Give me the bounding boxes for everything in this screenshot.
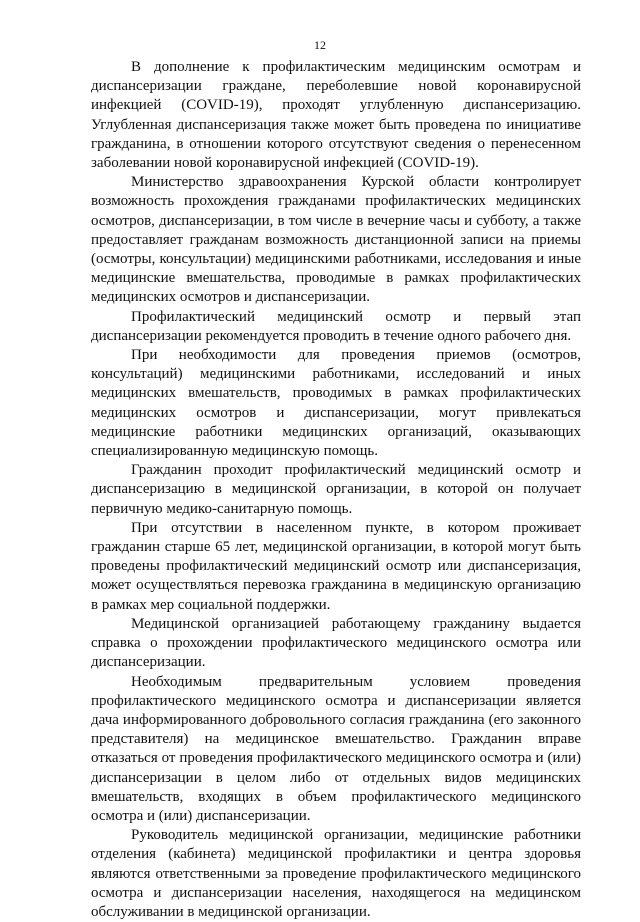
page-number: 12: [314, 38, 326, 52]
paragraph-5: Гражданин проходит профилактический медицинский осмотр и диспансеризацию в медицинской организации, в которой он получает первичную медико-санитарную помощь.: [91, 462, 581, 517]
paragraph-8: Необходимым предварительным условием проведения профилактического медицинского осмотра и диспансеризации является дача информированного добровольного согласия гражданина (его законного представителя) на медицинское вмешательство. Гражданин вправе отказаться от проведения профилактического медицинского осмотра и (или) диспансеризации в целом либо от отдельных видов медицинских вмешательств, входящих в объем профилактического медицинского осмотра и (или) диспансеризации.: [91, 673, 581, 824]
document-body: [91, 58, 581, 922]
paragraph-1: В дополнение к профилактическим медицинским осмотрам и диспансеризации граждане, переболевшие новой коронавирусной инфекцией (COVID-19), проходят углубленную диспансеризацию. Углубленная диспансеризация также может быть проведена по инициативе гражданина, в отношении которого отсутствуют сведения о перенесенном заболевании новой коронавирусной инфекцией (COVID-19).: [91, 59, 581, 172]
paragraph-3: Профилактический медицинский осмотр и первый этап диспансеризации рекомендуется проводить в течение одного рабочего дня.: [91, 308, 581, 344]
paragraph-4: При необходимости для проведения приемов (осмотров, консультаций) медицинскими работниками, исследований и иных медицинских вмешательств, проводимых в рамках профилактических медицинских осмотров и диспансеризации, могут привлекаться медицинские работники медицинских организаций, оказывающих специализированную медицинскую помощь.: [91, 347, 581, 460]
paragraph-9: Руководитель медицинской организации, медицинские работники отделения (кабинета) медицинской профилактики и центра здоровья являются ответственными за проведение профилактического медицинского осмотра и диспансеризации населения, находящегося на медицинском обслуживании в медицинской организации.: [91, 827, 581, 920]
paragraph-6: При отсутствии в населенном пункте, в котором проживает гражданин старше 65 лет, медицинской организации, в которой могут быть проведены профилактический медицинский осмотр или диспансеризация, может осуществляться перевозка гражданина в медицинскую организацию в рамках мер социальной поддержки.: [91, 519, 581, 613]
paragraph-2: Министерство здравоохранения Курской области контролирует возможность прохождения гражданами профилактических медицинских осмотров, диспансеризации, в том числе в вечерние часы и субботу, а также предоставляет гражданам возможность дистанционной записи на приемы (осмотры, консультации) медицинскими работниками, исследования и иные медицинские вмешательства, проводимые в рамках профилактических медицинских осмотров и диспансеризации.: [91, 174, 581, 306]
paragraph-7: Медицинской организацией работающему гражданину выдается справка о прохождении профилактического медицинского осмотра или диспансеризации.: [91, 615, 581, 671]
